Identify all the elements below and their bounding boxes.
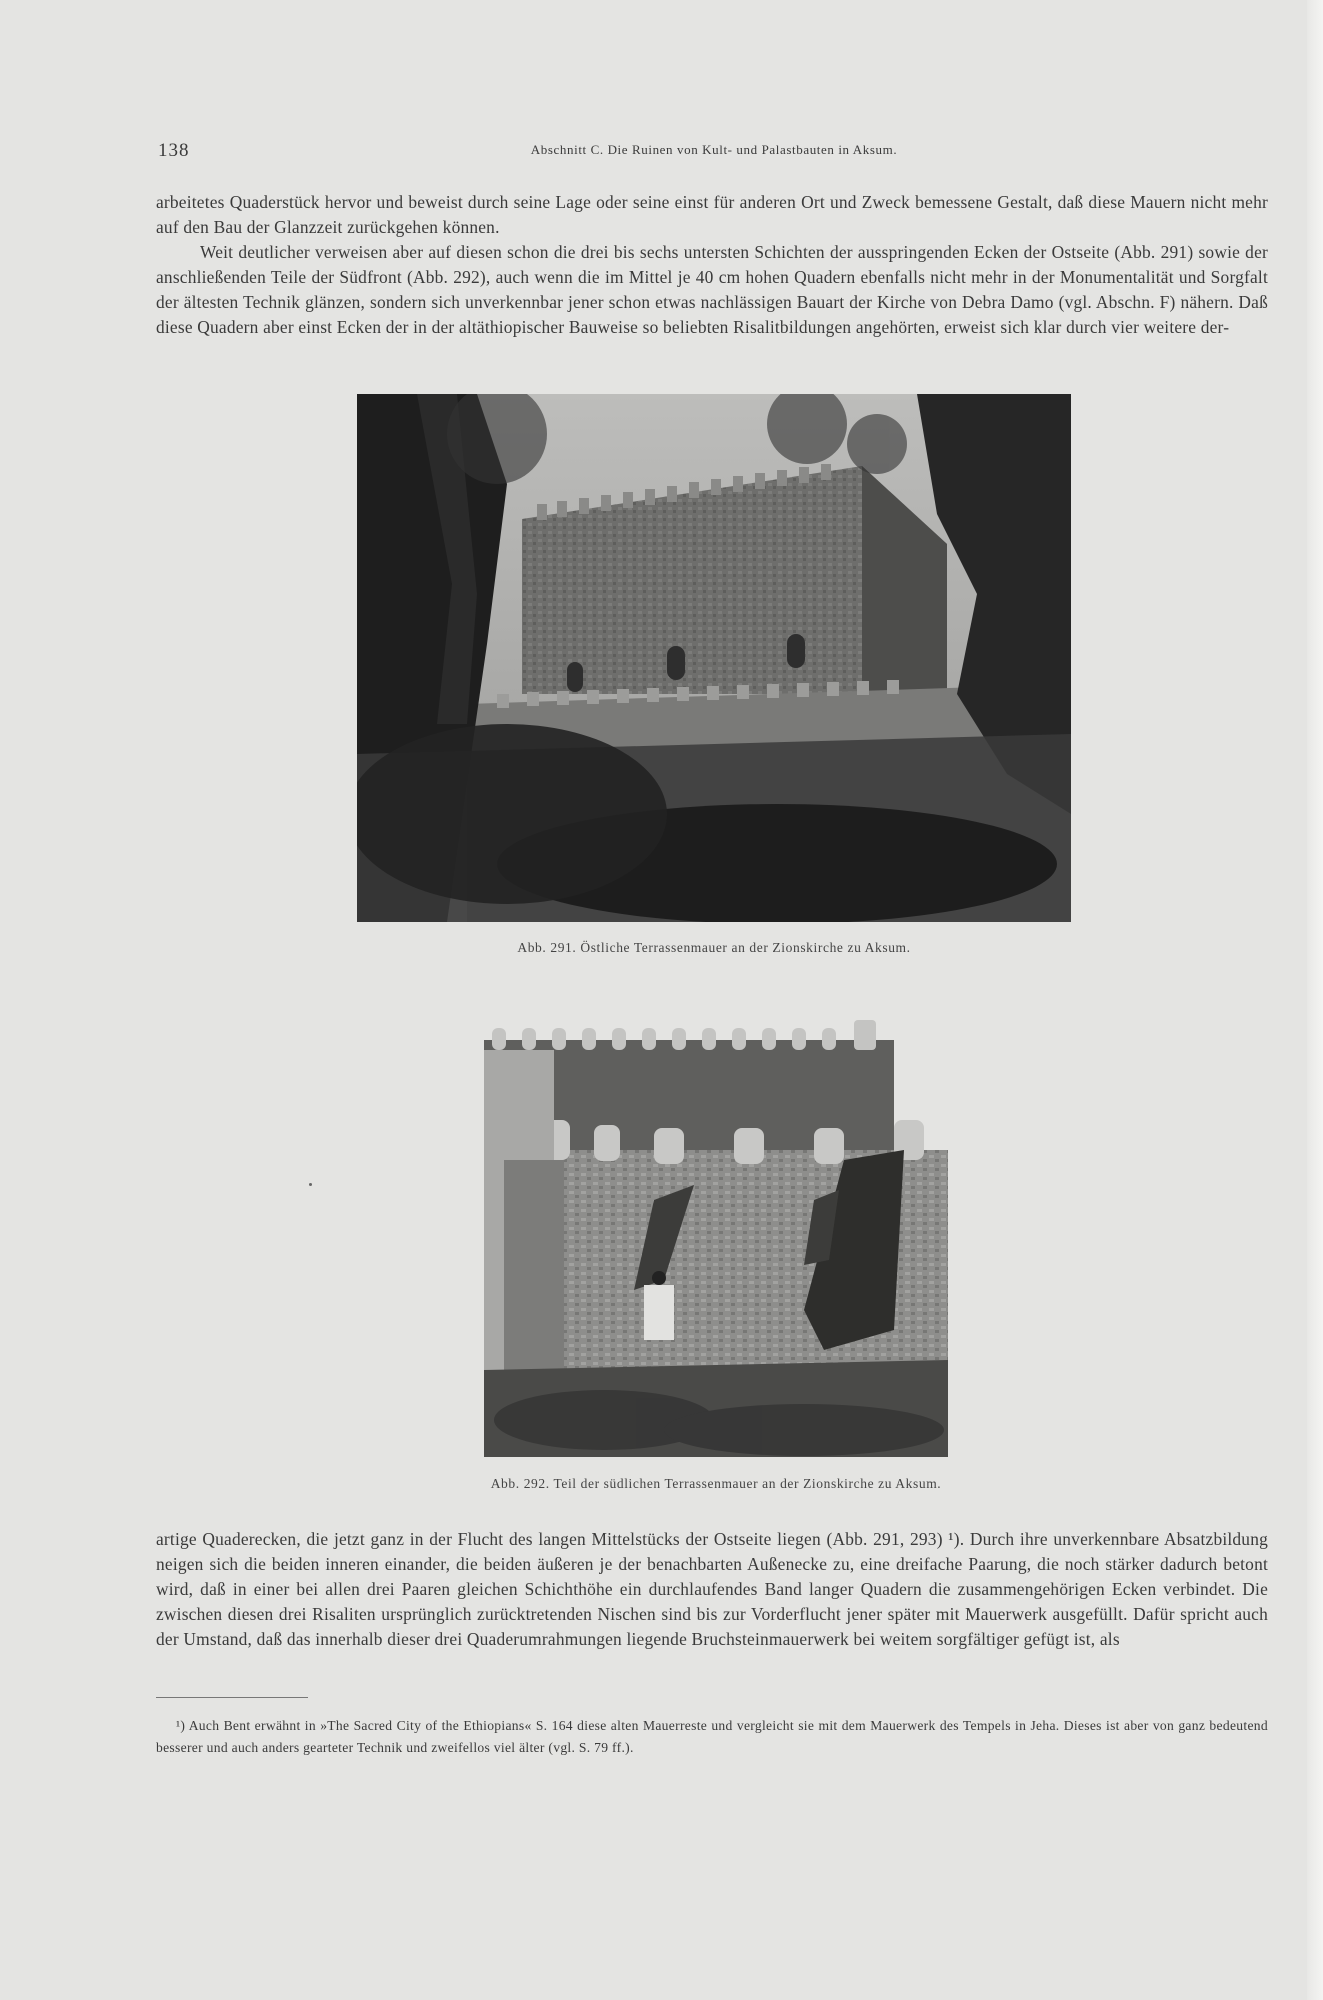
photo-east-terrace-wall xyxy=(357,394,1071,922)
photo-south-terrace-wall xyxy=(484,1010,948,1457)
figure-caption: Abb. 292. Teil der südlichen Terrassenmauer an der Zionskirche zu Aksum. xyxy=(490,1476,942,1491)
running-head: Abschnitt C. Die Ruinen von Kult- und Palastbauten in Aksum. xyxy=(530,142,898,157)
footnote-rule xyxy=(156,1697,308,1698)
figure-291 xyxy=(357,394,1071,964)
figure-292 xyxy=(484,1010,948,1500)
paragraph: arbeitetes Quaderstück hervor und beweist durch seine Lage oder seine einst für anderen Ort und Zweck bemessene Gestalt, daß diese Mauern nicht mehr auf den Bau der Glanzzeit zurückgehen können. xyxy=(156,192,1268,237)
body-text-bottom xyxy=(156,1527,1268,1652)
footnote xyxy=(156,1715,1268,1759)
page-edge xyxy=(1307,0,1323,2000)
page-number: 138 xyxy=(158,140,190,161)
paragraph: artige Quaderecken, die jetzt ganz in der Flucht des langen Mittelstücks der Ostseite liegen (Abb. 291, 293) ¹). Durch ihre unverkennbare Absatzbildung neigen sich die beiden inneren einander, die beiden äußeren je der benachbarten Außenecke zu, eine dreifache Paarung, die noch stärker dadurch betont wird, daß in einer bei allen drei Paaren gleichen Schichthöhe ein durchlaufendes Band langer Quadern die zusammengehörigen Ecken verbindet. Die zwischen diesen drei Risaliten ursprünglich zurücktretenden Nischen sind bis zur Vorderflucht jener später mit Mauerwerk ausgefüllt. Dafür spricht auch der Umstand, daß das innerhalb dieser drei Quaderumrahmungen liegende Bruchsteinmauerwerk bei weitem sorgfältiger gefügt ist, als xyxy=(156,1529,1268,1649)
paragraph: Weit deutlicher verweisen aber auf diesen schon die drei bis sechs untersten Schichten der ausspringenden Ecken der Ostseite (Abb. 291) sowie der anschließenden Teile der Südfront (Abb. 292), auch wenn die im Mittel je 40 cm hohen Quadern ebenfalls nicht mehr in der Monumentalität und Sorgfalt der ältesten Technik glänzen, sondern sich unverkennbar jener schon etwas nachlässigen Bauart der Kirche von Debra Damo (vgl. Abschn. F) nähern. Daß diese Quadern aber einst Ecken der in der altäthiopischer Bauweise so beliebten Risalitbildungen angehörten, erweist sich klar durch vier weitere der- xyxy=(156,242,1268,337)
figure-caption: Abb. 291. Östliche Terrassenmauer an der Zionskirche zu Aksum. xyxy=(517,940,911,955)
body-text-top xyxy=(156,190,1268,340)
page-header xyxy=(158,140,1270,164)
scan-speck xyxy=(309,1183,312,1186)
footnote-text: ¹) Auch Bent erwähnt in »The Sacred City of the Ethiopians« S. 164 diese alten Mauerreste und vergleicht sie mit dem Mauerwerk des Tempels in Jeha. Dieses ist aber von ganz bedeutend besserer und auch anders gearteter Technik und zweifellos viel älter (vgl. S. 79 ff.). xyxy=(156,1718,1268,1755)
